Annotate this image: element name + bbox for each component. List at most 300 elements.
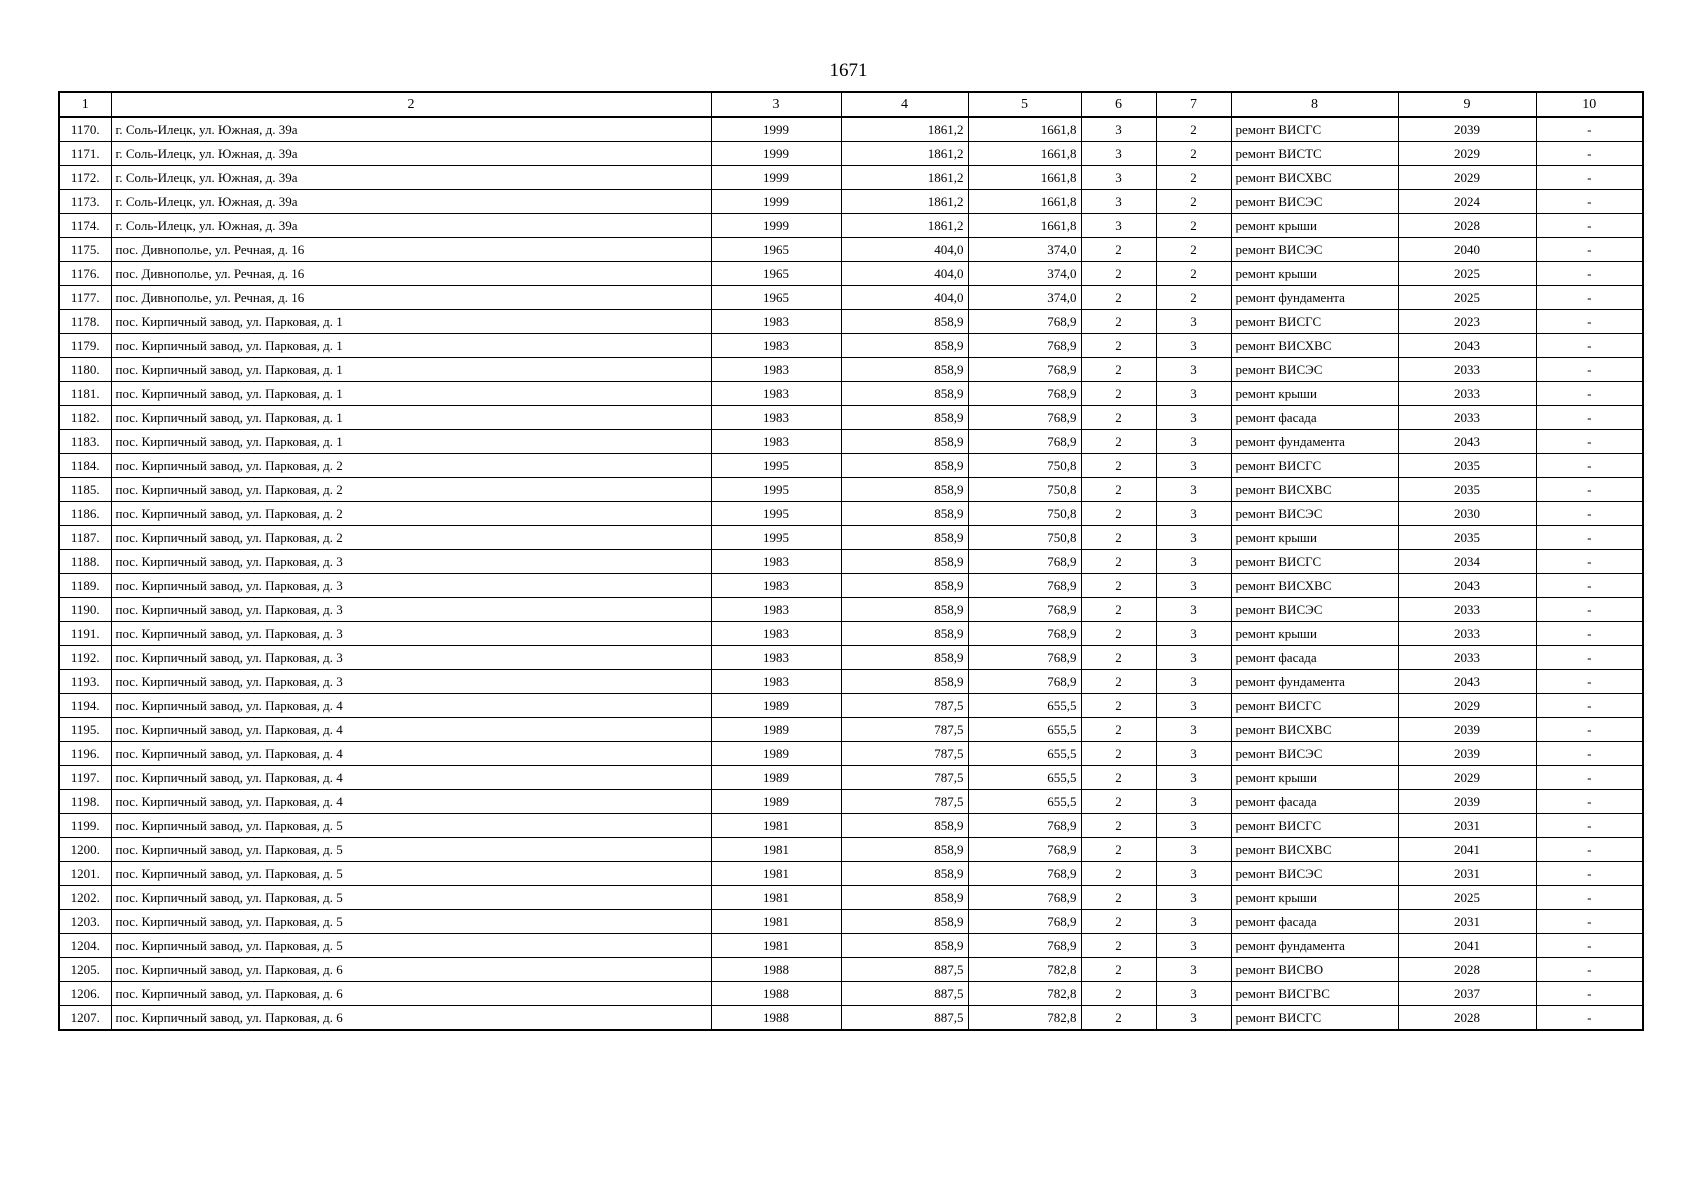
table-row — [59, 622, 1643, 646]
cell-living-area: 768,9 — [968, 838, 1081, 862]
cell-floors: 2 — [1081, 694, 1156, 718]
cell-row-number: 1198. — [59, 790, 111, 814]
cell-floors: 2 — [1081, 454, 1156, 478]
cell-year-built: 1965 — [711, 262, 841, 286]
table-row — [59, 117, 1643, 142]
cell-floors: 2 — [1081, 838, 1156, 862]
cell-living-area: 1661,8 — [968, 190, 1081, 214]
cell-entrances: 3 — [1156, 502, 1231, 526]
cell-floors: 2 — [1081, 358, 1156, 382]
cell-entrances: 3 — [1156, 838, 1231, 862]
cell-total-area: 858,9 — [841, 814, 968, 838]
cell-address: пос. Кирпичный завод, ул. Парковая, д. 5 — [111, 838, 711, 862]
cell-living-area: 1661,8 — [968, 117, 1081, 142]
cell-row-number: 1187. — [59, 526, 111, 550]
table-row — [59, 430, 1643, 454]
table-row — [59, 478, 1643, 502]
table-row — [59, 742, 1643, 766]
cell-total-area: 787,5 — [841, 742, 968, 766]
cell-total-area: 858,9 — [841, 574, 968, 598]
cell-planned-year: 2033 — [1398, 358, 1536, 382]
cell-total-area: 858,9 — [841, 838, 968, 862]
cell-planned-year: 2029 — [1398, 694, 1536, 718]
cell-note: - — [1536, 430, 1643, 454]
cell-living-area: 750,8 — [968, 478, 1081, 502]
cell-note: - — [1536, 982, 1643, 1006]
cell-work-type: ремонт крыши — [1231, 382, 1398, 406]
cell-floors: 2 — [1081, 430, 1156, 454]
cell-floors: 2 — [1081, 934, 1156, 958]
cell-planned-year: 2030 — [1398, 502, 1536, 526]
cell-planned-year: 2037 — [1398, 982, 1536, 1006]
table-row — [59, 310, 1643, 334]
cell-living-area: 768,9 — [968, 934, 1081, 958]
cell-entrances: 2 — [1156, 214, 1231, 238]
cell-note: - — [1536, 646, 1643, 670]
cell-living-area: 750,8 — [968, 502, 1081, 526]
table-body — [59, 117, 1643, 1030]
cell-year-built: 1988 — [711, 982, 841, 1006]
cell-address: пос. Кирпичный завод, ул. Парковая, д. 4 — [111, 766, 711, 790]
table-row — [59, 166, 1643, 190]
cell-work-type: ремонт крыши — [1231, 622, 1398, 646]
cell-address: пос. Кирпичный завод, ул. Парковая, д. 1 — [111, 382, 711, 406]
cell-planned-year: 2029 — [1398, 166, 1536, 190]
cell-floors: 2 — [1081, 406, 1156, 430]
cell-floors: 2 — [1081, 574, 1156, 598]
cell-total-area: 404,0 — [841, 238, 968, 262]
cell-work-type: ремонт ВИСХВС — [1231, 166, 1398, 190]
cell-living-area: 768,9 — [968, 646, 1081, 670]
cell-living-area: 768,9 — [968, 334, 1081, 358]
cell-year-built: 1995 — [711, 454, 841, 478]
table-row — [59, 718, 1643, 742]
table-row — [59, 886, 1643, 910]
cell-entrances: 3 — [1156, 934, 1231, 958]
cell-floors: 2 — [1081, 502, 1156, 526]
table-row — [59, 550, 1643, 574]
cell-row-number: 1203. — [59, 910, 111, 934]
cell-living-area: 750,8 — [968, 454, 1081, 478]
cell-floors: 2 — [1081, 742, 1156, 766]
table-row — [59, 958, 1643, 982]
cell-entrances: 3 — [1156, 406, 1231, 430]
cell-address: пос. Кирпичный завод, ул. Парковая, д. 4 — [111, 718, 711, 742]
table-row — [59, 238, 1643, 262]
cell-row-number: 1184. — [59, 454, 111, 478]
cell-entrances: 2 — [1156, 238, 1231, 262]
col-header-6: 6 — [1081, 92, 1156, 117]
cell-total-area: 404,0 — [841, 286, 968, 310]
cell-row-number: 1193. — [59, 670, 111, 694]
cell-year-built: 1981 — [711, 886, 841, 910]
cell-note: - — [1536, 1006, 1643, 1031]
cell-year-built: 1983 — [711, 550, 841, 574]
cell-living-area: 768,9 — [968, 406, 1081, 430]
table-row — [59, 190, 1643, 214]
cell-work-type: ремонт ВИСТС — [1231, 142, 1398, 166]
cell-floors: 2 — [1081, 670, 1156, 694]
cell-total-area: 887,5 — [841, 958, 968, 982]
col-header-9: 9 — [1398, 92, 1536, 117]
cell-living-area: 782,8 — [968, 1006, 1081, 1031]
cell-row-number: 1175. — [59, 238, 111, 262]
cell-floors: 3 — [1081, 166, 1156, 190]
cell-entrances: 2 — [1156, 142, 1231, 166]
cell-entrances: 3 — [1156, 766, 1231, 790]
cell-work-type: ремонт ВИСХВС — [1231, 478, 1398, 502]
cell-work-type: ремонт крыши — [1231, 262, 1398, 286]
cell-work-type: ремонт ВИСЭС — [1231, 190, 1398, 214]
cell-note: - — [1536, 910, 1643, 934]
cell-year-built: 1983 — [711, 310, 841, 334]
cell-planned-year: 2035 — [1398, 526, 1536, 550]
cell-planned-year: 2041 — [1398, 934, 1536, 958]
cell-planned-year: 2039 — [1398, 718, 1536, 742]
cell-year-built: 1983 — [711, 598, 841, 622]
cell-entrances: 2 — [1156, 190, 1231, 214]
table-row — [59, 502, 1643, 526]
table-row — [59, 214, 1643, 238]
cell-note: - — [1536, 838, 1643, 862]
cell-entrances: 3 — [1156, 598, 1231, 622]
cell-address: пос. Кирпичный завод, ул. Парковая, д. 4 — [111, 790, 711, 814]
cell-work-type: ремонт ВИСХВС — [1231, 574, 1398, 598]
cell-row-number: 1207. — [59, 1006, 111, 1031]
cell-living-area: 768,9 — [968, 310, 1081, 334]
cell-work-type: ремонт крыши — [1231, 214, 1398, 238]
cell-note: - — [1536, 190, 1643, 214]
cell-address: пос. Кирпичный завод, ул. Парковая, д. 2 — [111, 526, 711, 550]
cell-total-area: 858,9 — [841, 646, 968, 670]
cell-living-area: 768,9 — [968, 574, 1081, 598]
cell-address: пос. Дивнополье, ул. Речная, д. 16 — [111, 238, 711, 262]
cell-row-number: 1180. — [59, 358, 111, 382]
cell-address: г. Соль-Илецк, ул. Южная, д. 39а — [111, 142, 711, 166]
cell-work-type: ремонт крыши — [1231, 886, 1398, 910]
cell-living-area: 768,9 — [968, 430, 1081, 454]
table-row — [59, 838, 1643, 862]
cell-planned-year: 2043 — [1398, 670, 1536, 694]
col-header-5: 5 — [968, 92, 1081, 117]
cell-living-area: 655,5 — [968, 766, 1081, 790]
cell-address: пос. Кирпичный завод, ул. Парковая, д. 1 — [111, 310, 711, 334]
cell-entrances: 3 — [1156, 622, 1231, 646]
cell-note: - — [1536, 718, 1643, 742]
cell-living-area: 768,9 — [968, 670, 1081, 694]
cell-total-area: 858,9 — [841, 382, 968, 406]
cell-row-number: 1194. — [59, 694, 111, 718]
cell-total-area: 787,5 — [841, 766, 968, 790]
cell-planned-year: 2028 — [1398, 1006, 1536, 1031]
cell-note: - — [1536, 478, 1643, 502]
cell-row-number: 1200. — [59, 838, 111, 862]
cell-total-area: 858,9 — [841, 934, 968, 958]
cell-address: пос. Кирпичный завод, ул. Парковая, д. 5 — [111, 862, 711, 886]
cell-entrances: 3 — [1156, 382, 1231, 406]
cell-year-built: 1999 — [711, 166, 841, 190]
cell-total-area: 858,9 — [841, 478, 968, 502]
cell-note: - — [1536, 670, 1643, 694]
cell-row-number: 1173. — [59, 190, 111, 214]
cell-work-type: ремонт ВИСХВС — [1231, 838, 1398, 862]
cell-year-built: 1989 — [711, 742, 841, 766]
table-row — [59, 862, 1643, 886]
cell-entrances: 3 — [1156, 742, 1231, 766]
cell-entrances: 3 — [1156, 430, 1231, 454]
cell-note: - — [1536, 286, 1643, 310]
cell-work-type: ремонт крыши — [1231, 526, 1398, 550]
table-row — [59, 526, 1643, 550]
cell-total-area: 787,5 — [841, 694, 968, 718]
cell-planned-year: 2033 — [1398, 598, 1536, 622]
cell-note: - — [1536, 598, 1643, 622]
cell-total-area: 1861,2 — [841, 214, 968, 238]
table-header — [59, 92, 1643, 117]
cell-address: г. Соль-Илецк, ул. Южная, д. 39а — [111, 117, 711, 142]
cell-planned-year: 2028 — [1398, 214, 1536, 238]
cell-address: пос. Кирпичный завод, ул. Парковая, д. 3 — [111, 670, 711, 694]
cell-entrances: 3 — [1156, 886, 1231, 910]
cell-work-type: ремонт ВИСГС — [1231, 694, 1398, 718]
cell-total-area: 858,9 — [841, 862, 968, 886]
table-row — [59, 1006, 1643, 1031]
cell-floors: 2 — [1081, 982, 1156, 1006]
cell-entrances: 3 — [1156, 670, 1231, 694]
cell-living-area: 768,9 — [968, 550, 1081, 574]
cell-work-type: ремонт крыши — [1231, 766, 1398, 790]
cell-address: пос. Дивнополье, ул. Речная, д. 16 — [111, 286, 711, 310]
cell-address: пос. Кирпичный завод, ул. Парковая, д. 3 — [111, 574, 711, 598]
cell-total-area: 1861,2 — [841, 190, 968, 214]
cell-row-number: 1189. — [59, 574, 111, 598]
cell-work-type: ремонт фундамента — [1231, 934, 1398, 958]
cell-year-built: 1989 — [711, 790, 841, 814]
cell-floors: 2 — [1081, 958, 1156, 982]
cell-planned-year: 2029 — [1398, 766, 1536, 790]
cell-row-number: 1176. — [59, 262, 111, 286]
page-number: 1671 — [829, 60, 868, 81]
cell-address: пос. Кирпичный завод, ул. Парковая, д. 5 — [111, 814, 711, 838]
cell-entrances: 2 — [1156, 286, 1231, 310]
cell-address: пос. Кирпичный завод, ул. Парковая, д. 1 — [111, 334, 711, 358]
cell-note: - — [1536, 526, 1643, 550]
header-row — [59, 92, 1643, 117]
cell-total-area: 858,9 — [841, 454, 968, 478]
table-row — [59, 982, 1643, 1006]
cell-work-type: ремонт фасада — [1231, 790, 1398, 814]
col-header-1: 1 — [59, 92, 111, 117]
col-header-10: 10 — [1536, 92, 1643, 117]
cell-year-built: 1981 — [711, 862, 841, 886]
cell-living-area: 768,9 — [968, 358, 1081, 382]
table-row — [59, 694, 1643, 718]
cell-total-area: 858,9 — [841, 598, 968, 622]
cell-total-area: 858,9 — [841, 670, 968, 694]
cell-total-area: 1861,2 — [841, 117, 968, 142]
cell-address: пос. Дивнополье, ул. Речная, д. 16 — [111, 262, 711, 286]
cell-entrances: 3 — [1156, 814, 1231, 838]
cell-row-number: 1185. — [59, 478, 111, 502]
cell-year-built: 1981 — [711, 934, 841, 958]
cell-entrances: 3 — [1156, 958, 1231, 982]
table-row — [59, 454, 1643, 478]
cell-address: пос. Кирпичный завод, ул. Парковая, д. 1 — [111, 358, 711, 382]
cell-row-number: 1188. — [59, 550, 111, 574]
cell-floors: 2 — [1081, 1006, 1156, 1031]
cell-note: - — [1536, 334, 1643, 358]
cell-living-area: 655,5 — [968, 718, 1081, 742]
cell-total-area: 858,9 — [841, 910, 968, 934]
cell-total-area: 887,5 — [841, 1006, 968, 1031]
cell-floors: 2 — [1081, 910, 1156, 934]
cell-total-area: 858,9 — [841, 358, 968, 382]
cell-year-built: 1983 — [711, 406, 841, 430]
cell-address: пос. Кирпичный завод, ул. Парковая, д. 1 — [111, 406, 711, 430]
cell-entrances: 3 — [1156, 910, 1231, 934]
cell-planned-year: 2025 — [1398, 286, 1536, 310]
cell-note: - — [1536, 502, 1643, 526]
cell-planned-year: 2043 — [1398, 334, 1536, 358]
cell-living-area: 1661,8 — [968, 142, 1081, 166]
cell-floors: 2 — [1081, 598, 1156, 622]
cell-planned-year: 2034 — [1398, 550, 1536, 574]
table-row — [59, 382, 1643, 406]
cell-year-built: 1965 — [711, 238, 841, 262]
cell-total-area: 787,5 — [841, 718, 968, 742]
cell-work-type: ремонт ВИСЭС — [1231, 358, 1398, 382]
cell-row-number: 1182. — [59, 406, 111, 430]
cell-floors: 2 — [1081, 790, 1156, 814]
cell-planned-year: 2023 — [1398, 310, 1536, 334]
cell-year-built: 1989 — [711, 718, 841, 742]
cell-planned-year: 2024 — [1398, 190, 1536, 214]
table-row — [59, 910, 1643, 934]
cell-address: пос. Кирпичный завод, ул. Парковая, д. 5 — [111, 910, 711, 934]
cell-total-area: 858,9 — [841, 334, 968, 358]
table-row — [59, 814, 1643, 838]
cell-work-type: ремонт фундамента — [1231, 286, 1398, 310]
cell-note: - — [1536, 934, 1643, 958]
cell-work-type: ремонт ВИСХВС — [1231, 718, 1398, 742]
cell-address: пос. Кирпичный завод, ул. Парковая, д. 6 — [111, 958, 711, 982]
cell-note: - — [1536, 766, 1643, 790]
table-row — [59, 646, 1643, 670]
cell-row-number: 1195. — [59, 718, 111, 742]
cell-work-type: ремонт ВИСЭС — [1231, 742, 1398, 766]
cell-year-built: 1989 — [711, 694, 841, 718]
cell-note: - — [1536, 862, 1643, 886]
cell-year-built: 1988 — [711, 958, 841, 982]
cell-total-area: 858,9 — [841, 550, 968, 574]
cell-year-built: 1999 — [711, 214, 841, 238]
cell-planned-year: 2025 — [1398, 262, 1536, 286]
cell-planned-year: 2033 — [1398, 406, 1536, 430]
cell-entrances: 3 — [1156, 862, 1231, 886]
table-row — [59, 934, 1643, 958]
cell-total-area: 858,9 — [841, 310, 968, 334]
cell-floors: 2 — [1081, 886, 1156, 910]
cell-total-area: 1861,2 — [841, 166, 968, 190]
cell-entrances: 2 — [1156, 117, 1231, 142]
cell-planned-year: 2031 — [1398, 862, 1536, 886]
cell-address: пос. Кирпичный завод, ул. Парковая, д. 5 — [111, 934, 711, 958]
cell-work-type: ремонт ВИСЭС — [1231, 862, 1398, 886]
table-row — [59, 790, 1643, 814]
cell-address: пос. Кирпичный завод, ул. Парковая, д. 6 — [111, 1006, 711, 1031]
cell-note: - — [1536, 358, 1643, 382]
cell-row-number: 1177. — [59, 286, 111, 310]
cell-entrances: 3 — [1156, 310, 1231, 334]
cell-note: - — [1536, 790, 1643, 814]
cell-living-area: 655,5 — [968, 694, 1081, 718]
cell-living-area: 1661,8 — [968, 214, 1081, 238]
cell-row-number: 1202. — [59, 886, 111, 910]
cell-floors: 2 — [1081, 814, 1156, 838]
cell-year-built: 1995 — [711, 502, 841, 526]
cell-note: - — [1536, 214, 1643, 238]
cell-year-built: 1999 — [711, 190, 841, 214]
cell-floors: 2 — [1081, 622, 1156, 646]
cell-note: - — [1536, 574, 1643, 598]
col-header-4: 4 — [841, 92, 968, 117]
cell-work-type: ремонт фасада — [1231, 646, 1398, 670]
table-row — [59, 142, 1643, 166]
cell-entrances: 2 — [1156, 262, 1231, 286]
table-row — [59, 670, 1643, 694]
cell-address: пос. Кирпичный завод, ул. Парковая, д. 1 — [111, 430, 711, 454]
cell-work-type: ремонт ВИСГС — [1231, 310, 1398, 334]
cell-row-number: 1196. — [59, 742, 111, 766]
table-row — [59, 598, 1643, 622]
cell-total-area: 404,0 — [841, 262, 968, 286]
cell-note: - — [1536, 262, 1643, 286]
cell-work-type: ремонт ВИСВО — [1231, 958, 1398, 982]
cell-work-type: ремонт ВИСГС — [1231, 454, 1398, 478]
cell-floors: 3 — [1081, 142, 1156, 166]
cell-work-type: ремонт ВИСЭС — [1231, 238, 1398, 262]
cell-entrances: 3 — [1156, 790, 1231, 814]
cell-note: - — [1536, 742, 1643, 766]
cell-planned-year: 2040 — [1398, 238, 1536, 262]
cell-total-area: 858,9 — [841, 886, 968, 910]
cell-total-area: 858,9 — [841, 430, 968, 454]
cell-floors: 2 — [1081, 310, 1156, 334]
cell-address: г. Соль-Илецк, ул. Южная, д. 39а — [111, 214, 711, 238]
cell-planned-year: 2028 — [1398, 958, 1536, 982]
cell-entrances: 3 — [1156, 334, 1231, 358]
cell-address: пос. Кирпичный завод, ул. Парковая, д. 4 — [111, 742, 711, 766]
cell-address: пос. Кирпичный завод, ул. Парковая, д. 3 — [111, 598, 711, 622]
cell-floors: 2 — [1081, 550, 1156, 574]
cell-entrances: 3 — [1156, 646, 1231, 670]
table-row — [59, 286, 1643, 310]
cell-row-number: 1199. — [59, 814, 111, 838]
cell-row-number: 1205. — [59, 958, 111, 982]
cell-work-type: ремонт ВИСГС — [1231, 1006, 1398, 1031]
cell-row-number: 1191. — [59, 622, 111, 646]
cell-floors: 3 — [1081, 214, 1156, 238]
cell-living-area: 374,0 — [968, 262, 1081, 286]
cell-planned-year: 2031 — [1398, 814, 1536, 838]
cell-row-number: 1190. — [59, 598, 111, 622]
cell-living-area: 768,9 — [968, 382, 1081, 406]
cell-planned-year: 2025 — [1398, 886, 1536, 910]
table-row — [59, 358, 1643, 382]
cell-work-type: ремонт ВИСЭС — [1231, 598, 1398, 622]
cell-note: - — [1536, 958, 1643, 982]
cell-work-type: ремонт ВИСХВС — [1231, 334, 1398, 358]
